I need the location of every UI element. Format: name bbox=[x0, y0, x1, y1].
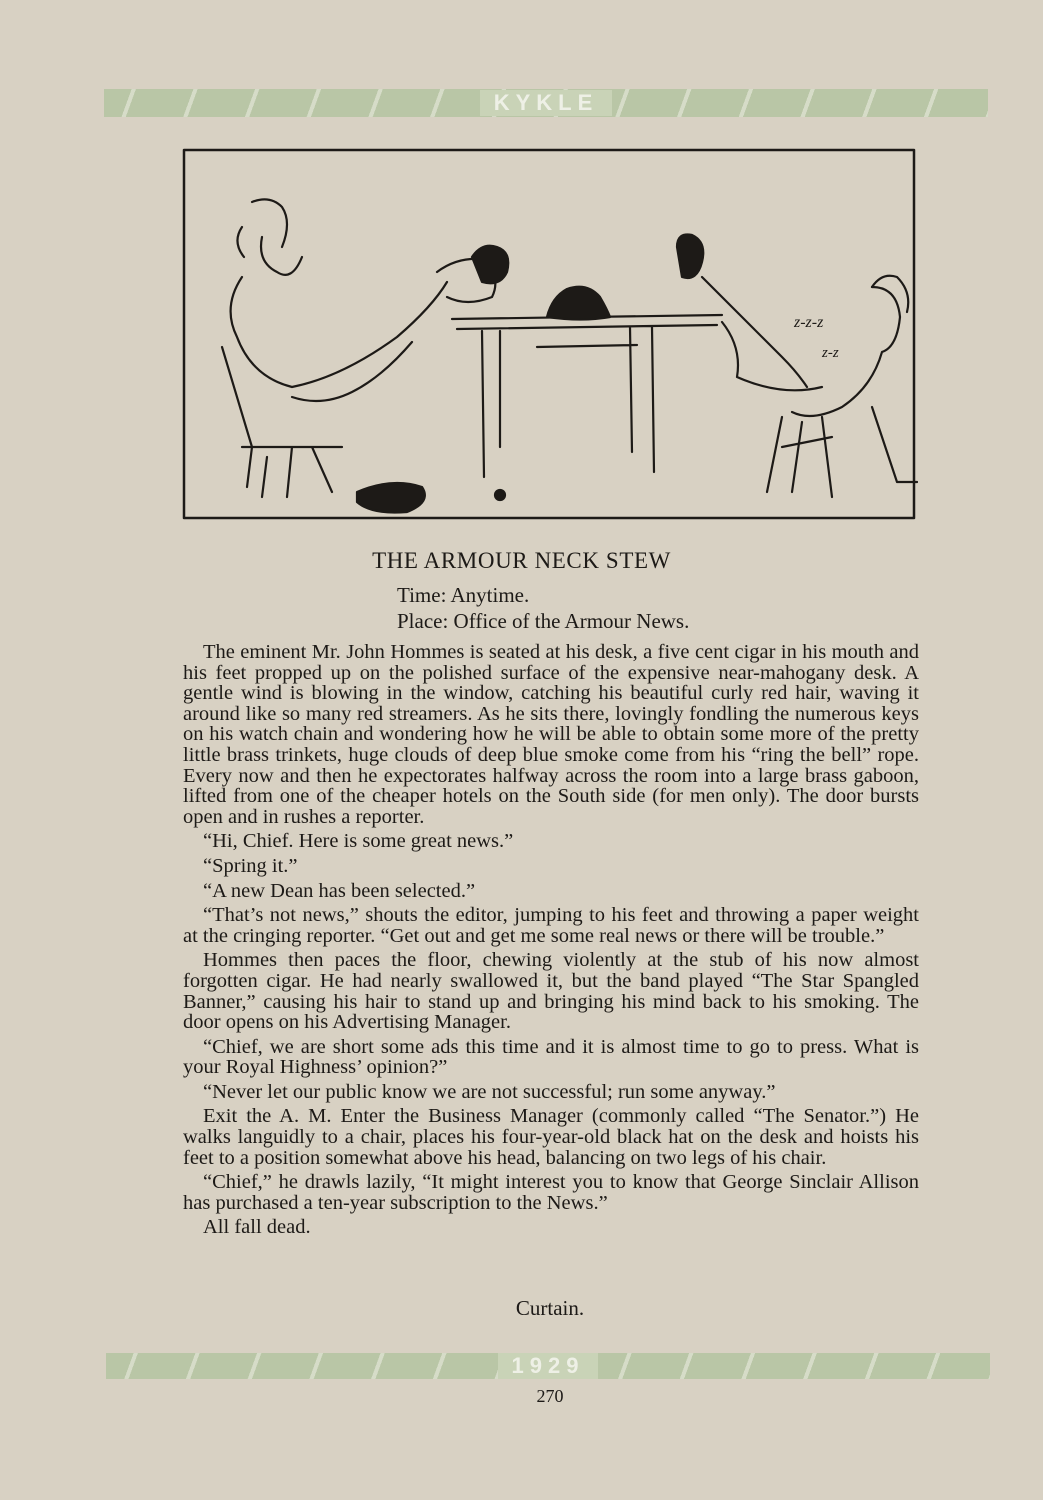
snore-text-1: z-z-z bbox=[794, 314, 824, 331]
paragraph: All fall dead. bbox=[203, 1216, 311, 1239]
article-title: THE ARMOUR NECK STEW bbox=[372, 548, 671, 573]
cartoon-illustration bbox=[182, 147, 918, 525]
cartoon-drawing bbox=[182, 147, 918, 525]
paragraph: “That’s not news,” shouts the editor, jumping to his feet and throwing a paper weight at the cringing reporter. “Get out and get me some real news or there will be trouble.” bbox=[183, 904, 919, 947]
illustration-frame bbox=[184, 150, 914, 518]
editor-raised-shoe bbox=[472, 246, 508, 284]
paragraph: “Chief, we are short some ads this time and it is almost time to go to press. What is your Royal Highness’ opinion?” bbox=[183, 1035, 919, 1079]
curtain-line: Curtain. bbox=[515, 1296, 585, 1320]
paragraph: The eminent Mr. John Hommes is seated at his desk, a five cent cigar in his mouth and his feet propped up on the polished surface of the expensive near-mahogany desk. A gentle wind is blowing in the window, catching his beautiful curly red hair, waving it around like so many red streamers. As he sits there, lovingly fondling the numerous keys on his watch chain and wondering how he will be able to obtain some more of the pretty little brass trinkets, huge clouds of deep blue smoke come from his “ring the bell” rope. Every now and then he expectorates halfway across the room into a large brass gaboon, lifted from one of the cheaper hotels on the South side (for men only). The door bursts open and in rushes a reporter. bbox=[183, 641, 919, 828]
footer-decorative-band bbox=[106, 1353, 990, 1379]
paragraph: “Hi, Chief. Here is some great news.” bbox=[203, 830, 514, 853]
scene-time: Time: Anytime. bbox=[397, 583, 530, 607]
editor-foot bbox=[357, 483, 425, 513]
paragraph: “Chief,” he drawls lazily, “It might interest you to know that George Sinclair Allison has purchased a ten-year subscription to the News.” bbox=[183, 1171, 919, 1214]
sleeper-hair bbox=[677, 235, 703, 279]
paragraph: Hommes then paces the floor, chewing violently at the stub of his now almost forgotten cigar. He had nearly swallowed it, but the band played “The Star Spangled Banner,” causing his hair to stand up and bringing his mind back to his smoking. The door opens on his Advertising Manager. bbox=[183, 949, 919, 1034]
page-number: 270 bbox=[536, 1386, 564, 1406]
sleeper-figure bbox=[702, 277, 917, 497]
header-band-label: KYKLE bbox=[480, 90, 613, 116]
paragraph: “Spring it.” bbox=[203, 854, 298, 877]
gaboon bbox=[495, 490, 505, 500]
footer-band-year: 1929 bbox=[498, 1353, 599, 1379]
paragraph: “A new Dean has been selected.” bbox=[203, 879, 476, 902]
paragraph: Exit the A. M. Enter the Business Manager (commonly called “The Senator.”) He walks languidly to a chair, places his four-year-old black hat on the desk and hoists his feet to a position somewhat above his head, balancing on two legs of his chair. bbox=[183, 1105, 919, 1169]
editor-figure bbox=[222, 199, 495, 497]
desk bbox=[452, 315, 722, 477]
header-decorative-band bbox=[104, 89, 988, 117]
scene-setting bbox=[397, 582, 689, 634]
paragraph: “Never let our public know we are not successful; run some anyway.” bbox=[203, 1080, 776, 1103]
scene-place: Place: Office of the Armour News. bbox=[397, 609, 690, 633]
hat bbox=[547, 287, 610, 320]
article-body bbox=[183, 642, 919, 1242]
snore-text-2: z-z bbox=[822, 345, 839, 361]
